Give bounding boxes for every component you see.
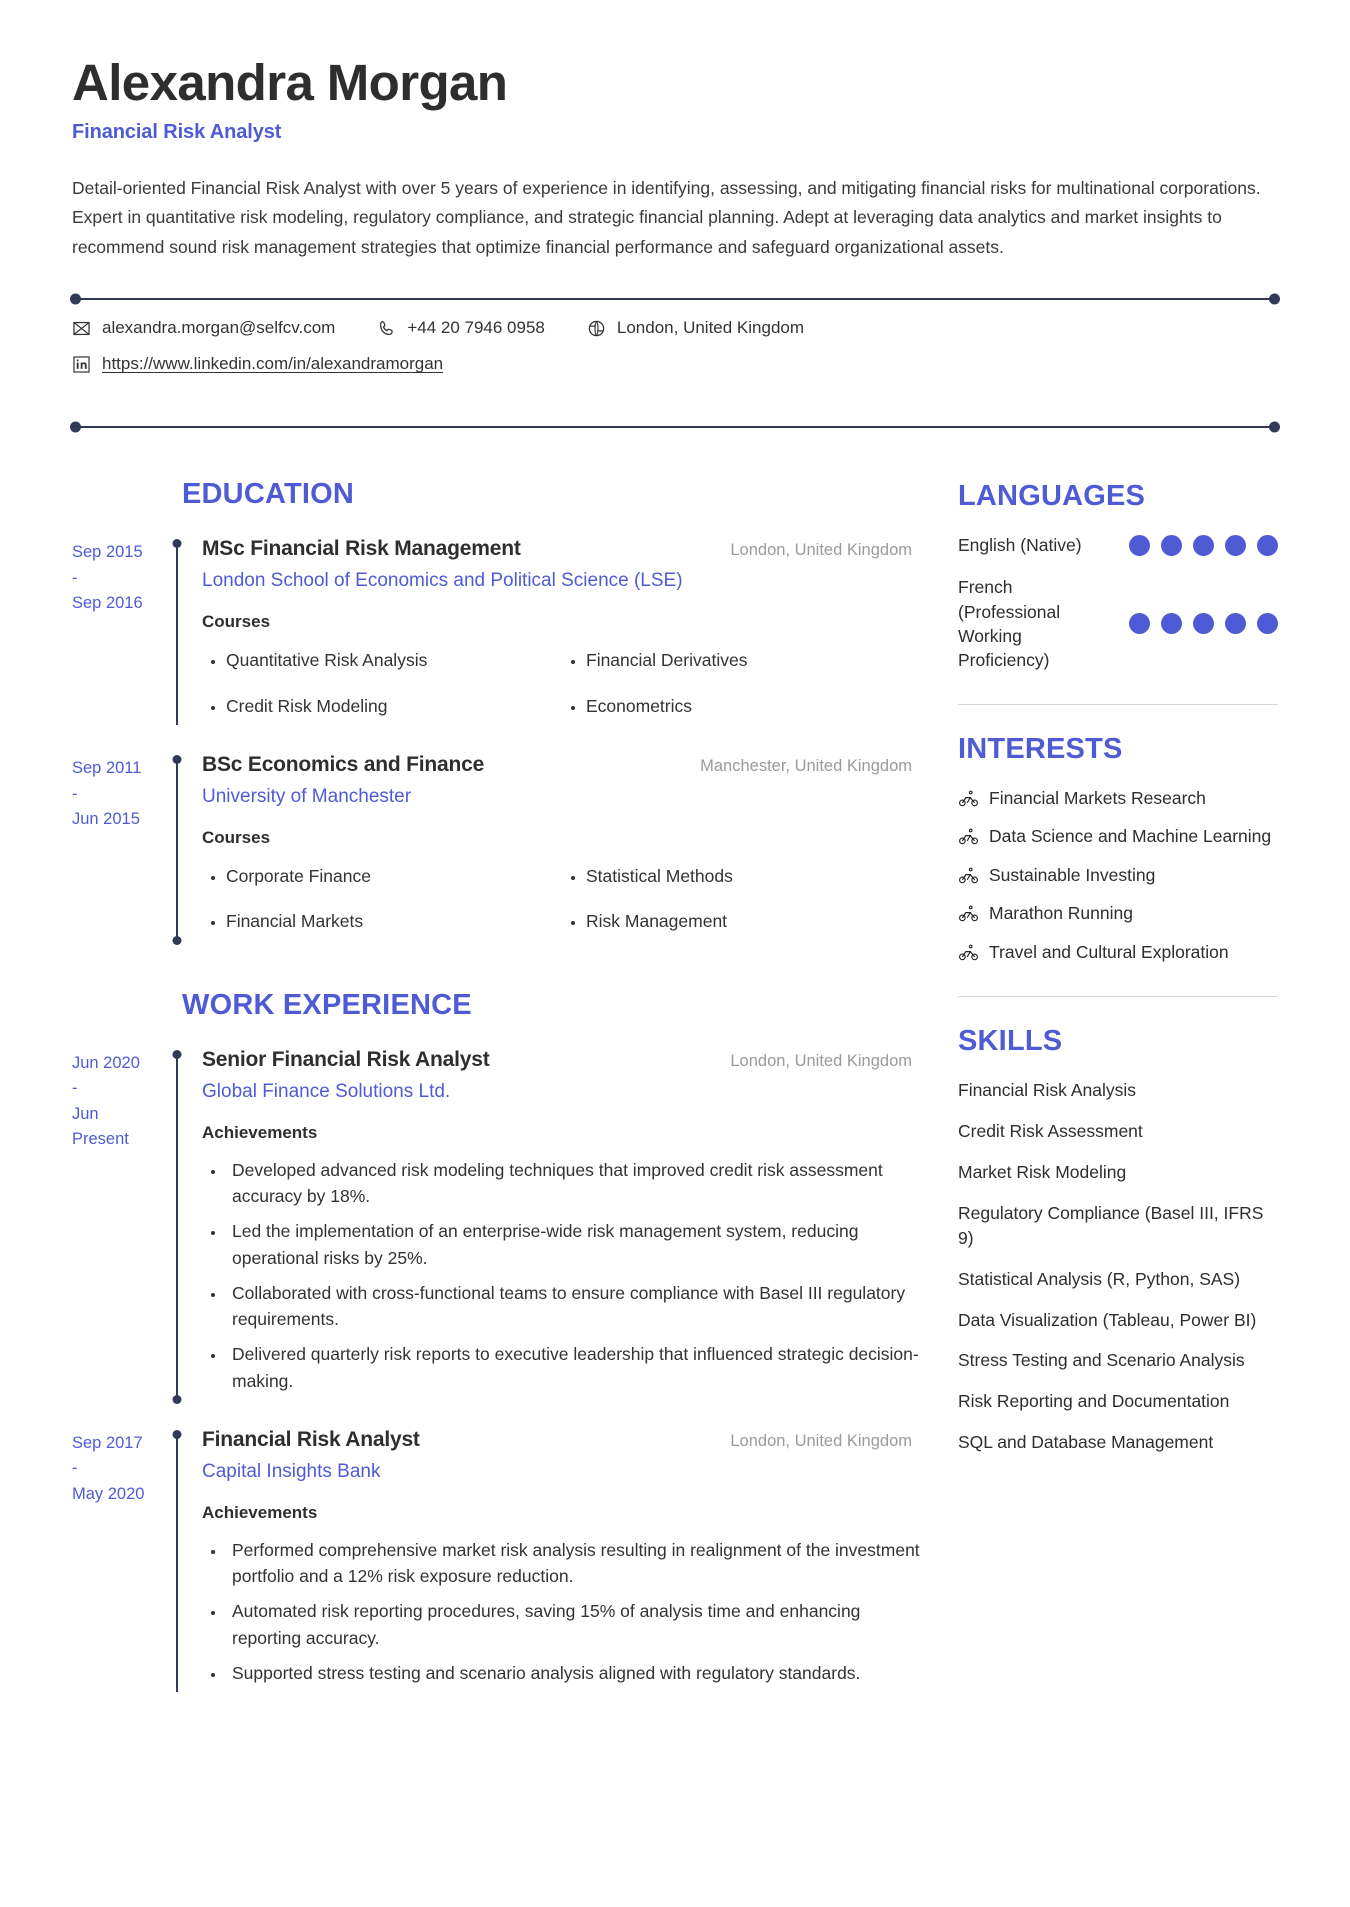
contact-row-primary [72, 318, 1278, 338]
level-dot [1257, 535, 1278, 556]
education-content [184, 753, 920, 943]
contact-phone-text: +44 20 7946 0958 [407, 318, 545, 338]
contact-linkedin-text: https://www.linkedin.com/in/alexandramorgan [102, 354, 444, 374]
date-end-line1: May 2020 [72, 1484, 145, 1503]
skill-item: Market Risk Modeling [958, 1162, 1127, 1183]
section-interests [958, 733, 1278, 965]
professional-summary: Detail-oriented Financial Risk Analyst with over 5 years of experience in identifying, assessing, and mitigating financial risks for multinational corporations. Expert in quantitative risk modeling, regulatory compliance, and strategic financial planning. Adept at leveraging data analytics and market insights to recommend sound risk management strategies that optimize financial performance and safeguard organizational assets. [72, 178, 1261, 257]
contact-email-text: alexandra.morgan@selfcv.com [102, 318, 336, 338]
skill-item: Stress Testing and Scenario Analysis [958, 1350, 1245, 1371]
work-section-title: WORK EXPERIENCE [182, 988, 472, 1021]
course-item: • Statistical Methods [586, 864, 920, 889]
contact-location-text: London, United Kingdom [616, 318, 805, 338]
bicycle-icon [958, 788, 979, 809]
education-headline [202, 753, 920, 777]
work-place: London, United Kingdom [730, 1431, 912, 1450]
skill-item: Credit Risk Assessment [958, 1121, 1143, 1142]
work-dates [72, 1048, 170, 1402]
contact-location [587, 318, 804, 338]
level-dot [1257, 613, 1278, 634]
resume-header [72, 55, 1278, 262]
section-skills [958, 1025, 1278, 1454]
interest-label: Financial Markets Research [989, 787, 1206, 808]
header-divider-top [72, 298, 1278, 300]
contact-row-secondary [72, 354, 1278, 374]
interest-item [958, 786, 1278, 811]
skill-item: Risk Reporting and Documentation [958, 1391, 1230, 1412]
work-content [184, 1428, 920, 1694]
achievement-item: • Led the implementation of an enterprise-wide risk management system, reducing operational risks by 25%. [226, 1218, 920, 1271]
header-divider-bottom [72, 426, 1278, 428]
date-start: Sep 2011 [72, 759, 142, 778]
skill-item: Statistical Analysis (R, Python, SAS) [958, 1268, 1241, 1289]
date-end: Jun 2015 [72, 810, 140, 829]
level-dot [1161, 535, 1182, 556]
work-dates [72, 1428, 170, 1694]
degree-title: BSc Economics and Finance [202, 753, 485, 777]
contact-linkedin[interactable] [72, 354, 443, 374]
interests-section-title: INTERESTS [958, 732, 1123, 765]
sidebar-divider [958, 704, 1278, 705]
timeline-line [176, 1434, 178, 1692]
level-dot [1225, 613, 1246, 634]
language-item [958, 533, 1278, 557]
course-item: • Quantitative Risk Analysis [226, 648, 560, 673]
school-name: London School of Economics and Political Science (LSE) [202, 570, 683, 592]
date-start: Sep 2015 [72, 543, 143, 562]
education-dates [72, 753, 170, 943]
achievement-item: • Collaborated with cross-functional teams to ensure compliance with Basel III regulatory requirements. [226, 1280, 920, 1333]
language-name: English (Native) [958, 535, 1082, 556]
interest-item [958, 824, 1278, 849]
work-entry [72, 1048, 920, 1402]
candidate-role: Financial Risk Analyst [72, 121, 282, 144]
date-dash: - [72, 1459, 78, 1478]
date-dash: - [72, 1079, 78, 1098]
bicycle-icon [958, 865, 979, 886]
phone-icon [377, 319, 396, 338]
work-headline [202, 1428, 920, 1452]
achievement-item: • Performed comprehensive market risk analysis resulting in realignment of the investment portfolio and a 12% risk exposure reduction. [226, 1537, 920, 1590]
languages-section-title: LANGUAGES [958, 480, 1146, 513]
skill-item: Data Visualization (Tableau, Power BI) [958, 1309, 1257, 1330]
achievement-item: • Supported stress testing and scenario analysis aligned with regulatory standards. [226, 1660, 920, 1686]
education-entry [72, 537, 920, 727]
work-content [184, 1048, 920, 1402]
interest-item [958, 940, 1278, 965]
language-name: French (Professional Working Proficiency) [958, 577, 1061, 670]
level-dot [1129, 613, 1150, 634]
achievement-item: • Delivered quarterly risk reports to executive leadership that influenced strategic decision-making. [226, 1341, 920, 1394]
date-start: Sep 2017 [72, 1433, 143, 1452]
linkedin-icon [72, 355, 91, 374]
contact-email[interactable] [72, 318, 335, 338]
date-start: Jun 2020 [72, 1053, 140, 1072]
achievements-label: Achievements [202, 1122, 318, 1142]
interest-label: Marathon Running [989, 903, 1133, 924]
course-item: • Corporate Finance [226, 864, 560, 889]
bicycle-icon [958, 903, 979, 924]
contact-phone[interactable] [377, 318, 545, 338]
skill-item: Regulatory Compliance (Basel III, IFRS 9) [958, 1203, 1264, 1248]
level-dot [1161, 613, 1182, 634]
candidate-name: Alexandra Morgan [72, 54, 508, 111]
work-place: London, United Kingdom [730, 1051, 912, 1070]
education-content [184, 537, 920, 727]
education-headline [202, 537, 920, 561]
contact-block [72, 300, 1278, 390]
achievement-item: • Developed advanced risk modeling techniques that improved credit risk assessment accuracy by 18%. [226, 1157, 920, 1210]
timeline-line [176, 1054, 178, 1400]
education-entry [72, 753, 920, 943]
achievements-list [202, 1157, 920, 1394]
level-dot [1129, 535, 1150, 556]
language-level-dots [1129, 613, 1278, 634]
level-dot [1225, 535, 1246, 556]
date-dash: - [72, 784, 78, 803]
company-name: Global Finance Solutions Ltd. [202, 1080, 451, 1102]
date-dash: - [72, 568, 78, 587]
interest-label: Travel and Cultural Exploration [989, 941, 1229, 962]
resume-body [72, 478, 1278, 1694]
sidebar-divider [958, 996, 1278, 997]
school-name: University of Manchester [202, 786, 412, 808]
timeline-line [176, 543, 178, 725]
bicycle-icon [958, 942, 979, 963]
education-place: London, United Kingdom [730, 541, 912, 560]
achievements-list [202, 1537, 920, 1686]
skill-item: SQL and Database Management [958, 1432, 1214, 1453]
bicycle-icon [958, 826, 979, 847]
date-end-line1: Jun [72, 1104, 99, 1123]
main-column [72, 478, 920, 1694]
education-section-title: EDUCATION [182, 478, 355, 511]
interest-label: Sustainable Investing [989, 864, 1156, 885]
education-place: Manchester, United Kingdom [700, 757, 912, 776]
work-headline [202, 1048, 920, 1072]
timeline-line [176, 759, 178, 941]
education-dates [72, 537, 170, 727]
course-item: • Credit Risk Modeling [226, 694, 560, 719]
achievement-item: • Automated risk reporting procedures, saving 15% of analysis time and enhancing reporting accuracy. [226, 1598, 920, 1651]
skill-item: Financial Risk Analysis [958, 1080, 1136, 1101]
language-level-dots [1129, 535, 1278, 556]
course-item: • Financial Markets [226, 909, 560, 934]
courses-label: Courses [202, 828, 271, 848]
date-end-line2: Present [72, 1130, 129, 1149]
course-item: • Financial Derivatives [586, 648, 920, 673]
interest-item [958, 863, 1278, 888]
level-dot [1193, 535, 1214, 556]
interest-label: Data Science and Machine Learning [989, 826, 1272, 847]
sidebar-column [958, 478, 1278, 1694]
degree-title: MSc Financial Risk Management [202, 537, 521, 561]
interest-item [958, 901, 1278, 926]
courses-list [202, 864, 920, 935]
section-work-experience [72, 989, 920, 1694]
level-dot [1193, 613, 1214, 634]
job-title: Financial Risk Analyst [202, 1427, 420, 1451]
achievements-label: Achievements [202, 1502, 318, 1522]
envelope-icon [72, 319, 91, 338]
job-title: Senior Financial Risk Analyst [202, 1047, 490, 1071]
work-entry [72, 1428, 920, 1694]
language-item [958, 575, 1278, 672]
date-end: Sep 2016 [72, 594, 143, 613]
course-item: • Risk Management [586, 909, 920, 934]
company-name: Capital Insights Bank [202, 1460, 381, 1482]
courses-label: Courses [202, 612, 271, 632]
section-languages [958, 480, 1278, 672]
courses-list [202, 648, 920, 719]
globe-icon [587, 319, 606, 338]
course-item: • Econometrics [586, 694, 920, 719]
section-education [72, 478, 920, 943]
skills-section-title: SKILLS [958, 1025, 1063, 1058]
